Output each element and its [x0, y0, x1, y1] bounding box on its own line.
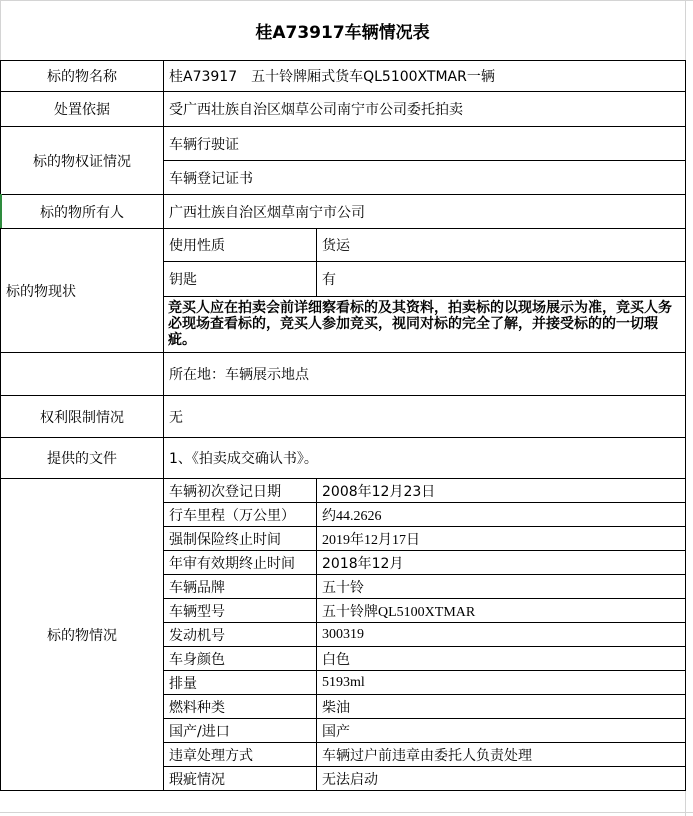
detail-value: 约44.2626 — [322, 508, 382, 524]
detail-label: 行车里程（万公里） — [169, 507, 295, 524]
rights-item: 车辆行驶证 — [169, 136, 239, 153]
value-restriction: 无 — [169, 409, 183, 426]
detail-label: 年审有效期终止时间 — [169, 555, 295, 572]
label-status: 标的物现状 — [6, 283, 76, 300]
detail-label: 违章处理方式 — [169, 747, 253, 764]
value-location: 所在地：车辆展示地点 — [169, 367, 309, 383]
detail-label: 发动机号 — [169, 627, 225, 644]
status-field-value: 货运 — [322, 238, 350, 254]
detail-label: 国产/进口 — [169, 723, 230, 740]
detail-value: 车辆过户前违章由委托人负责处理 — [322, 747, 532, 764]
detail-label: 车辆品牌 — [169, 579, 225, 596]
value-owner: 广西壮族自治区烟草南宁市公司 — [169, 204, 365, 221]
detail-label: 强制保险终止时间 — [169, 531, 281, 548]
detail-value: 300319 — [322, 626, 364, 642]
detail-label: 瑕疵情况 — [169, 771, 225, 788]
rights-item: 车辆登记证书 — [169, 170, 253, 187]
detail-value: 柴油 — [322, 699, 350, 716]
label-name: 标的物名称 — [47, 69, 117, 85]
detail-label: 车辆型号 — [169, 603, 225, 620]
detail-value: 五十铃牌QL5100XTMAR — [322, 604, 476, 620]
grid-line — [0, 812, 693, 813]
detail-value: 2008年12月23日 — [322, 483, 436, 500]
detail-label: 车身颜色 — [169, 651, 225, 668]
detail-value: 2018年12月 — [322, 555, 404, 572]
detail-label: 燃料种类 — [169, 699, 225, 716]
detail-value: 五十铃 — [322, 579, 364, 596]
detail-value: 白色 — [322, 651, 350, 668]
sheet-title: 桂A73917车辆情况表 — [255, 22, 430, 43]
label-restriction: 权利限制情况 — [40, 409, 124, 426]
detail-value: 无法启动 — [322, 771, 378, 788]
detail-value: 2019年12月17日 — [322, 532, 420, 548]
col-border — [685, 60, 686, 791]
value-name: 桂A73917 五十铃牌厢式货车QL5100XTMAR一辆 — [169, 69, 495, 85]
detail-label: 排量 — [169, 675, 197, 692]
row-border — [0, 790, 686, 791]
status-field-label: 使用性质 — [169, 238, 225, 254]
status-notice: 竞买人应在拍卖会前详细察看标的及其资料，拍卖标的以现场展示为准，竞买人务必现场查看标的，竞买人参加竞买，视同对标的完全了解，并接受标的的一切瑕疵。 — [168, 300, 672, 348]
label-basis: 处置依据 — [54, 102, 110, 118]
label-details: 标的物情况 — [47, 627, 117, 644]
label-rights: 标的物权证情况 — [33, 153, 131, 170]
label-owner: 标的物所有人 — [40, 204, 124, 221]
value-documents: 1、《拍卖成交确认书》。 — [169, 451, 318, 467]
label-documents: 提供的文件 — [47, 451, 117, 467]
value-basis: 受广西壮族自治区烟草公司南宁市公司委托拍卖 — [169, 102, 463, 118]
detail-value: 国产 — [322, 723, 350, 740]
status-field-label: 钥匙 — [169, 272, 197, 288]
status-field-value: 有 — [322, 272, 336, 288]
detail-label: 车辆初次登记日期 — [169, 483, 281, 500]
detail-value: 5193ml — [322, 674, 365, 690]
